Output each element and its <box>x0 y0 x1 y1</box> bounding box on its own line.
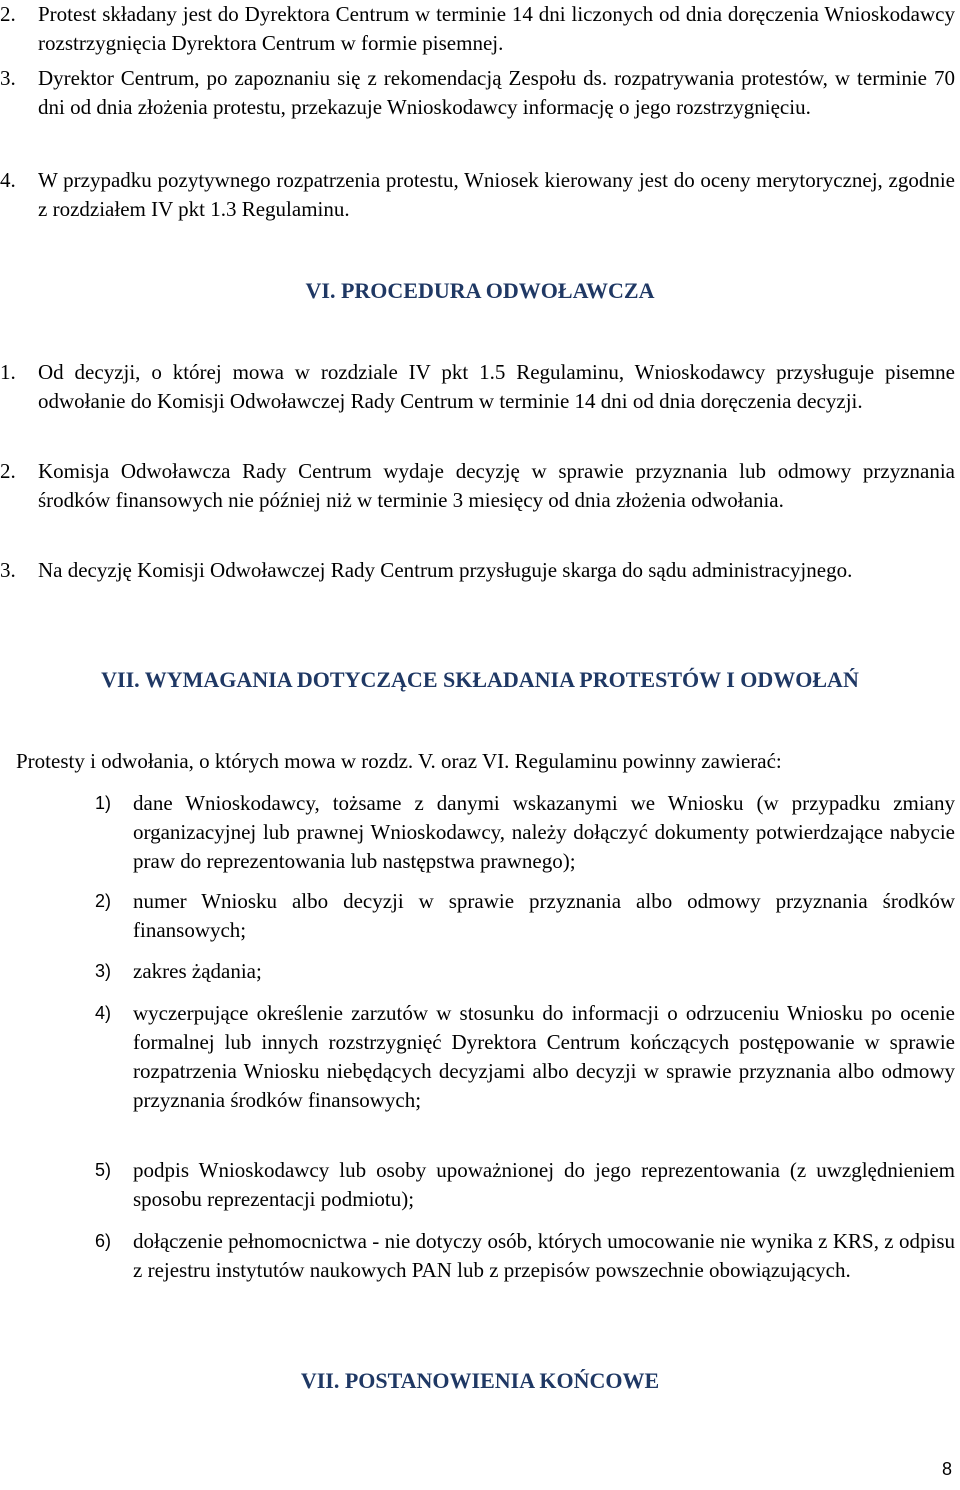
requirement-item-1 <box>95 789 955 876</box>
list-number: 2) <box>95 891 112 911</box>
requirements-intro: Protesty i odwołania, o których mowa w rozdz. V. oraz VI. Regulaminu powinny zawierać: <box>16 749 782 773</box>
paragraph-text: Protest składany jest do Dyrektora Centrum w terminie 14 dni liczonych od dnia doręczenia Wnioskodawcy rozstrzygnięcia Dyrektora Centrum w formie pisemnej. <box>38 2 955 55</box>
list-text: wyczerpujące określenie zarzutów w stosunku do informacji o odrzuceniu Wniosku po ocenie formalnej lub innych rozstrzygnięć Dyrektora Centrum kończących postępowanie w sprawie rozpatrzenia Wniosku niebędących decyzjami albo decyzji w sprawie przyznania albo odmowy przyznania środków finansowych; <box>133 1001 955 1112</box>
paragraph-text: Od decyzji, o której mowa w rozdziale IV pkt 1.5 Regulaminu, Wnioskodawcy przysługuje pisemne odwołanie do Komisji Odwoławczej Rady Centrum w terminie 14 dni od dnia doręczenia decyzji. <box>38 360 955 413</box>
paragraph-number: 1. <box>0 360 16 384</box>
list-number: 4) <box>95 1003 112 1023</box>
list-text: dołączenie pełnomocnictwa - nie dotyczy osób, których umocowanie nie wynika z KRS, z odpisu z rejestru instytutów naukowych PAN lub z przepisów powszechnie obowiązujących. <box>133 1229 955 1282</box>
paragraph-item-4 <box>0 166 955 224</box>
paragraph-item-3 <box>0 64 955 122</box>
requirement-item-3 <box>95 957 955 986</box>
paragraph-text: Dyrektor Centrum, po zapoznaniu się z rekomendacją Zespołu ds. rozpatrywania protestów, w terminie 70 dni od dnia złożenia protestu, przekazuje Wnioskodawcy informację o jego rozstrzygnięciu. <box>38 66 955 119</box>
appeal-item-2 <box>0 457 955 515</box>
requirement-item-5 <box>95 1156 955 1214</box>
section-heading-postanowienia-koncowe: VII. POSTANOWIENIA KOŃCOWE <box>300 1368 660 1393</box>
appeal-item-3 <box>0 556 955 585</box>
list-text: numer Wniosku albo decyzji w sprawie przyznania albo odmowy przyznania środków finansowych; <box>133 889 955 942</box>
paragraph-text: W przypadku pozytywnego rozpatrzenia protestu, Wniosek kierowany jest do oceny merytorycznej, zgodnie z rozdziałem IV pkt 1.3 Regulaminu. <box>38 168 955 221</box>
section-heading-procedura-odwolawcza: VI. PROCEDURA ODWOŁAWCZA <box>305 278 655 303</box>
requirement-item-6 <box>95 1227 955 1285</box>
list-number: 3) <box>95 961 112 981</box>
appeal-item-1 <box>0 358 955 416</box>
list-number: 5) <box>95 1160 112 1180</box>
list-text: podpis Wnioskodawcy lub osoby upoważnionej do jego reprezentowania (z uwzględnieniem sposobu reprezentacji podmiotu); <box>133 1158 955 1211</box>
paragraph-number: 2. <box>0 459 16 483</box>
list-text: dane Wnioskodawcy, tożsame z danymi wskazanymi we Wniosku (w przypadku zmiany organizacyjnej lub prawnej Wnioskodawcy, należy dołączyć dokumenty potwierdzające nabycie praw do reprezentowania lub następstwa prawnego); <box>133 791 955 873</box>
paragraph-text: Na decyzję Komisji Odwoławczej Rady Centrum przysługuje skarga do sądu administracyjnego. <box>38 558 853 582</box>
paragraph-item-2 <box>0 0 955 58</box>
paragraph-text: Komisja Odwoławcza Rady Centrum wydaje decyzję w sprawie przyznania lub odmowy przyznania środków finansowych nie później niż w terminie 3 miesięcy od dnia złożenia odwołania. <box>38 459 955 512</box>
paragraph-number: 2. <box>0 2 16 26</box>
requirement-item-2 <box>95 887 955 945</box>
requirement-item-4 <box>95 999 955 1115</box>
paragraph-number: 4. <box>0 168 16 192</box>
paragraph-number: 3. <box>0 66 16 90</box>
list-number: 1) <box>95 793 112 813</box>
list-number: 6) <box>95 1231 112 1251</box>
page-number: 8 <box>941 1459 952 1479</box>
paragraph-number: 3. <box>0 558 16 582</box>
list-text: zakres żądania; <box>133 959 262 983</box>
section-heading-wymagania: VII. WYMAGANIA DOTYCZĄCE SKŁADANIA PROTESTÓW I ODWOŁAŃ <box>101 667 859 692</box>
